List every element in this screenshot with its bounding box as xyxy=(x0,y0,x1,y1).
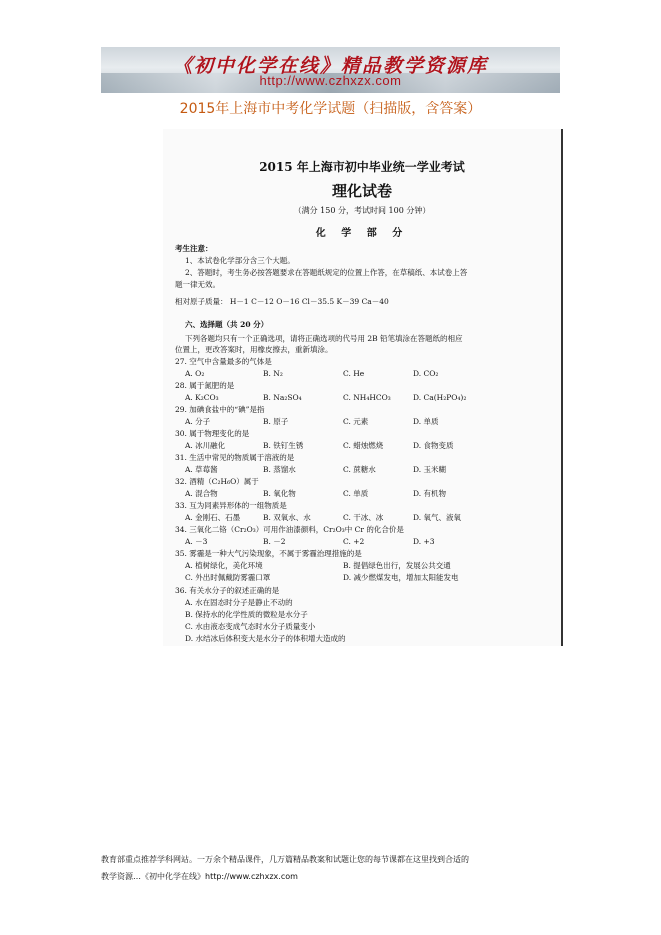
q35-option-b: B. 提倡绿色出行，发展公共交通 xyxy=(343,561,451,570)
notice-item-2: 2、答题时，考生务必按答题要求在答题纸规定的位置上作答，在草稿纸、本试卷上答 xyxy=(185,268,468,277)
atomic-masses: 相对原子质量： H－1 C－12 O－16 Cl－35.5 K－39 Ca－40 xyxy=(175,297,389,306)
instructions-cont: 位置上，更改答案时，用橡皮擦去，重新填涂。 xyxy=(175,345,333,354)
question-35: 35. 雾霾是一种大气污染现象，不属于雾霾治理措施的是 xyxy=(175,549,362,558)
q29-option-a: A. 分子 xyxy=(185,417,211,426)
footer-line-1: 教育部重点推荐学科网站。一万余个精品课件，几万篇精品教案和试题让您的每节课都在这里找到合适的 xyxy=(101,855,469,864)
instructions: 下列各题均只有一个正确选项，请将正确选项的代号用 2B 铅笔填涂在答题纸的相应 xyxy=(185,334,463,343)
q28-option-c: C. NH₄HCO₃ xyxy=(343,393,391,402)
notice-title: 考生注意： xyxy=(175,244,213,253)
q33-option-d: D. 氧气、液氧 xyxy=(413,513,462,522)
q35-option-d: D. 减少燃煤发电，增加太阳能发电 xyxy=(343,573,459,582)
q30-option-a: A. 冰川融化 xyxy=(185,441,226,450)
q31-option-c: C. 蔗糖水 xyxy=(343,465,376,474)
q28-option-a: A. K₂CO₃ xyxy=(185,393,219,402)
q34-option-a: A. －3 xyxy=(185,537,208,546)
q33-option-c: C. 干冰、冰 xyxy=(343,513,384,522)
q36-option-a: A. 水在固态时分子是静止不动的 xyxy=(185,598,293,607)
question-31: 31. 生活中常见的物质属于溶液的是 xyxy=(175,453,295,462)
q30-option-d: D. 食物变质 xyxy=(413,441,454,450)
question-36: 36. 有关水分子的叙述正确的是 xyxy=(175,586,280,595)
q35-option-c: C. 外出时佩戴防雾霾口罩 xyxy=(185,573,271,582)
q27-option-b: B. N₂ xyxy=(263,369,283,378)
question-33: 33. 互为同素异形体的一组物质是 xyxy=(175,501,287,510)
page-footer xyxy=(101,851,571,885)
question-34: 34. 三氧化二铬（Cr₂O₃）可用作油漆颜料，Cr₂O₃中 Cr 的化合价是 xyxy=(175,525,404,534)
q36-option-c: C. 水由液态变成气态时水分子质量变小 xyxy=(185,622,316,631)
q32-option-c: C. 单质 xyxy=(343,489,369,498)
document-title: 2015年上海市中考化学试题（扫描版，含答案） xyxy=(179,101,482,117)
q36-option-b: B. 保持水的化学性质的微粒是水分子 xyxy=(185,610,308,619)
q29-option-b: B. 原子 xyxy=(263,417,289,426)
q27-option-d: D. CO₂ xyxy=(413,369,439,378)
q35-option-a: A. 植树绿化，美化环境 xyxy=(185,561,263,570)
q29-option-d: D. 单质 xyxy=(413,417,439,426)
q30-option-c: C. 蜡烛燃烧 xyxy=(343,441,384,450)
q27-option-a: A. O₂ xyxy=(185,369,205,378)
q30-option-b: B. 铁钉生锈 xyxy=(263,441,304,450)
exam-subject-title: 理化试卷 xyxy=(331,182,392,200)
q33-option-a: A. 金刚石、石墨 xyxy=(185,513,241,522)
exam-header: 2015 年上海市初中毕业统一学业考试 xyxy=(259,160,465,174)
banner-url[interactable]: http://www.czhxzx.com xyxy=(259,73,402,88)
q34-option-d: D. +3 xyxy=(413,537,435,546)
q27-option-c: C. He xyxy=(343,369,365,378)
question-27: 27. 空气中含量最多的气体是 xyxy=(175,357,272,366)
q33-option-b: B. 双氧水、水 xyxy=(263,513,311,522)
q29-option-c: C. 元素 xyxy=(343,417,369,426)
q32-option-b: B. 氧化物 xyxy=(263,489,296,498)
scanned-exam-page xyxy=(163,129,563,646)
q34-option-c: C. +2 xyxy=(343,537,365,546)
question-30: 30. 属于物理变化的是 xyxy=(175,429,250,438)
q28-option-b: B. Na₂SO₄ xyxy=(263,393,302,402)
q31-option-a: A. 草莓酱 xyxy=(185,465,218,474)
footer-line-2[interactable]: 教学资源…《初中化学在线》http://www.czhxzx.com xyxy=(101,872,298,881)
q32-option-d: D. 有机物 xyxy=(413,489,447,498)
notice-item-2-cont: 题一律无效。 xyxy=(175,280,220,289)
header-banner xyxy=(101,47,560,93)
q34-option-b: B. －2 xyxy=(263,537,286,546)
q31-option-b: B. 蒸馏水 xyxy=(263,465,296,474)
exam-section-heading: 化 学 部 分 xyxy=(315,228,409,239)
banner-title: 《初中化学在线》精品教学资源库 xyxy=(172,55,488,77)
q36-option-d: D. 水结冰后体积变大是水分子的体积增大造成的 xyxy=(185,634,346,643)
q32-option-a: A. 混合物 xyxy=(185,489,218,498)
question-32: 32. 酒精（C₂H₆O）属于 xyxy=(175,477,259,486)
q31-option-d: D. 玉米糊 xyxy=(413,465,447,474)
question-29: 29. 加碘食盐中的“碘”是指 xyxy=(175,405,265,414)
exam-score-time: （满分 150 分，考试时间 100 分钟） xyxy=(293,206,431,215)
q28-option-d: D. Ca(H₂PO₄)₂ xyxy=(413,393,467,402)
question-28: 28. 属于氮肥的是 xyxy=(175,381,235,390)
section-title: 六、选择题（共 20 分） xyxy=(185,320,269,329)
notice-item-1: 1、本试卷化学部分含三个大题。 xyxy=(185,256,295,265)
